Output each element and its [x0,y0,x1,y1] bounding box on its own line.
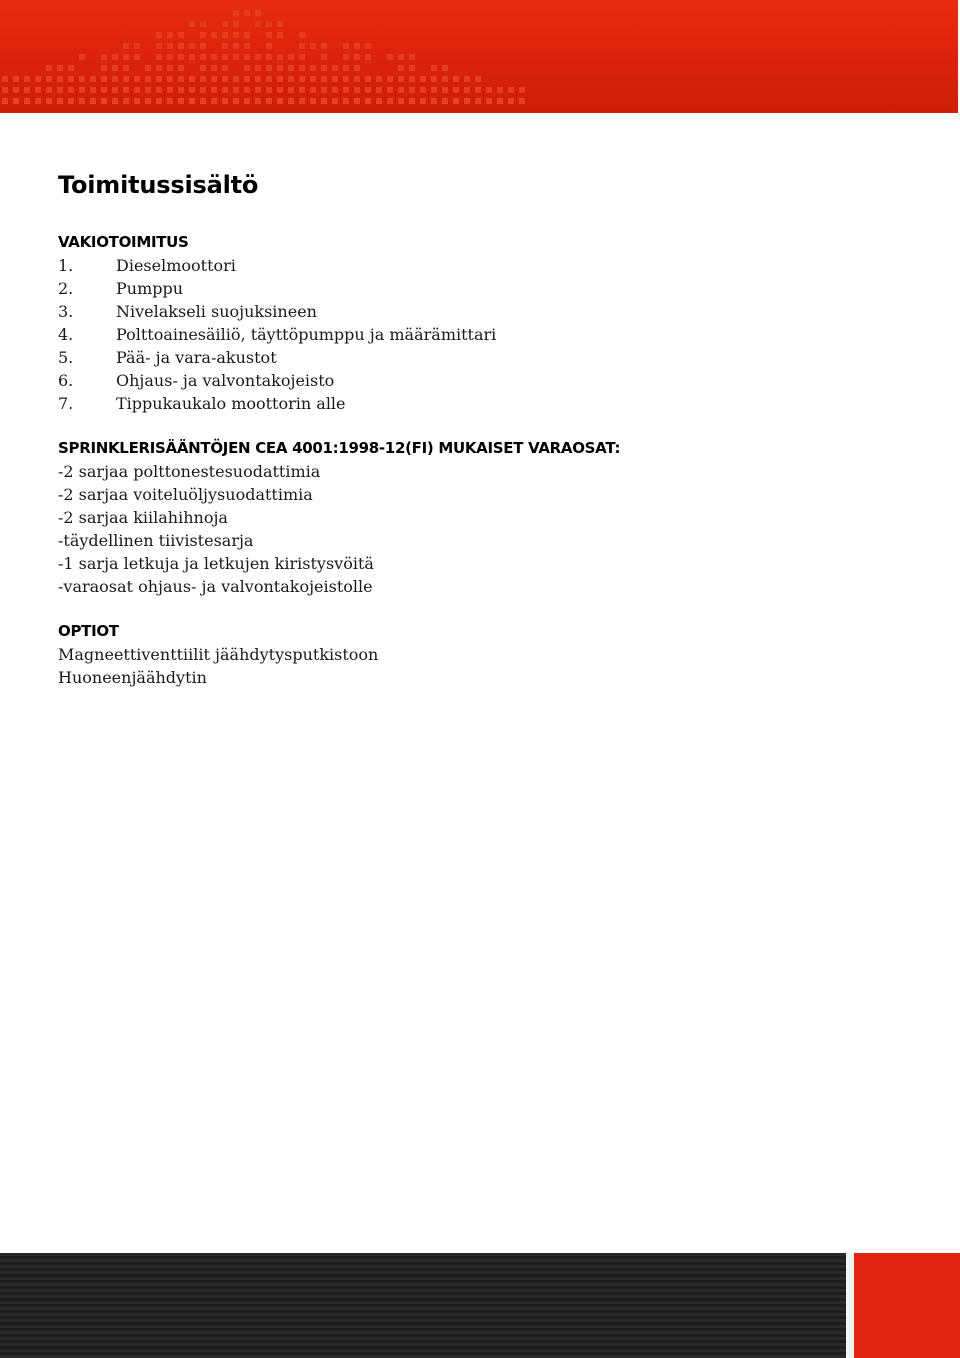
list-item: -1 sarja letkuja ja letkujen kiristysvöitä [58,554,374,573]
header-dot [244,32,250,38]
header-dot [233,98,239,104]
header-dot [178,43,184,49]
header-dot [134,76,140,82]
footer-band [0,1253,846,1358]
list-item: -täydellinen tiivistesarja [58,531,254,550]
header-dot [332,76,338,82]
header-dot [145,87,151,93]
header-dot [35,87,41,93]
header-dot [200,32,206,38]
header-dot [453,76,459,82]
header-dot [310,87,316,93]
header-dot [497,87,503,93]
header-dot [178,54,184,60]
header-dot [156,76,162,82]
header-dot [343,98,349,104]
header-dot [2,76,8,82]
list-item: 7. Tippukaukalo moottorin alle [58,394,346,413]
header-dot [431,98,437,104]
header-dot [255,10,261,16]
header-dot [222,43,228,49]
header-dot [277,87,283,93]
header-dot [112,65,118,71]
header-dot [46,87,52,93]
header-dot [200,54,206,60]
header-dot [68,98,74,104]
header-dot [233,54,239,60]
header-dot [398,54,404,60]
header-dot [475,87,481,93]
header-dot [299,98,305,104]
header-dot [123,54,129,60]
list-item: 1. Dieselmoottori [58,256,236,275]
header-dot [13,98,19,104]
header-dot [266,76,272,82]
list-item: -2 sarjaa voiteluöljysuodattimia [58,485,313,504]
header-dot [343,54,349,60]
header-dot [233,76,239,82]
header-dot [288,98,294,104]
header-dot [365,98,371,104]
header-dot [101,65,107,71]
header-dot [387,87,393,93]
header-dot [211,65,217,71]
header-dot [277,21,283,27]
header-dot [288,76,294,82]
header-dot-pattern [0,0,958,113]
header-dot [145,76,151,82]
header-dot [233,32,239,38]
header-dot [365,87,371,93]
header-dot [497,98,503,104]
header-dot [354,98,360,104]
header-dot [189,98,195,104]
header-dot [343,43,349,49]
header-dot [420,98,426,104]
header-dot [321,98,327,104]
header-dot [431,65,437,71]
header-dot [79,54,85,60]
header-dot [222,76,228,82]
header-dot [486,87,492,93]
header-dot [453,87,459,93]
header-dot [310,76,316,82]
header-dot [200,43,206,49]
header-dot [200,87,206,93]
header-dot [178,87,184,93]
header-dot [387,76,393,82]
header-dot [255,98,261,104]
header-dot [508,98,514,104]
header-dot [299,32,305,38]
header-dot [277,76,283,82]
header-dot [134,87,140,93]
header-dot [79,87,85,93]
header-dot [299,54,305,60]
list-item: Magneettiventtiilit jäähdytysputkistoon [58,645,379,664]
header-dot [255,76,261,82]
header-dot [420,76,426,82]
header-dot [387,54,393,60]
header-dot [255,21,261,27]
header-dot [167,98,173,104]
header-dot [310,65,316,71]
header-dot [464,98,470,104]
header-dot [222,98,228,104]
header-dot [156,43,162,49]
header-dot [321,43,327,49]
header-dot [299,65,305,71]
header-dot [13,87,19,93]
header-dot [266,54,272,60]
header-dot [222,32,228,38]
header-dot [24,87,30,93]
header-dot [266,87,272,93]
header-dot [123,65,129,71]
header-dot [409,98,415,104]
header-dot [167,87,173,93]
section-heading-standard-delivery: VAKIOTOIMITUS [58,233,189,251]
header-dot [178,32,184,38]
header-dot [222,65,228,71]
header-dot [156,87,162,93]
header-dot [189,76,195,82]
header-dot [431,76,437,82]
header-dot [321,54,327,60]
header-dot [13,76,19,82]
list-item: -2 sarjaa kiilahihnoja [58,508,228,527]
header-dot [200,65,206,71]
header-dot [321,87,327,93]
list-item: 6. Ohjaus- ja valvontakojeisto [58,371,335,390]
header-dot [178,98,184,104]
header-dot [178,76,184,82]
header-dot [343,65,349,71]
header-dot [101,87,107,93]
header-dot [145,98,151,104]
header-dot [156,98,162,104]
header-dot [486,98,492,104]
header-dot [365,76,371,82]
header-dot [156,32,162,38]
header-dot [68,76,74,82]
header-dot [321,76,327,82]
list-item: 4. Polttoainesäiliö, täyttöpumppu ja määrämittari [58,325,497,344]
list-item: -2 sarjaa polttonestesuodattimia [58,462,321,481]
header-dot [343,87,349,93]
footer-accent-block [854,1253,960,1358]
header-dot [288,65,294,71]
header-dot [266,32,272,38]
header-dot [332,98,338,104]
header-dot [145,65,151,71]
header-dot [398,98,404,104]
header-dot [233,21,239,27]
header-dot [266,65,272,71]
header-dot [233,43,239,49]
header-dot [211,98,217,104]
section-heading-options: OPTIOT [58,622,119,640]
header-dot [354,87,360,93]
header-dot [167,43,173,49]
header-dot [35,76,41,82]
header-dot [244,65,250,71]
header-dot [288,87,294,93]
header-dot [101,76,107,82]
header-dot [156,54,162,60]
header-dot [134,54,140,60]
header-dot [200,21,206,27]
header-dot [189,87,195,93]
document-body [58,168,918,689]
header-dot [398,65,404,71]
header-dot [266,43,272,49]
header-dot [310,43,316,49]
header-dot [233,87,239,93]
header-dot [57,98,63,104]
header-dot [46,65,52,71]
header-dot [123,43,129,49]
header-dot [409,87,415,93]
header-dot [134,98,140,104]
header-dot [508,87,514,93]
header-dot [310,98,316,104]
header-dot [255,87,261,93]
header-dot [277,54,283,60]
header-dot [112,87,118,93]
header-dot [200,76,206,82]
header-dot [409,54,415,60]
header-dot [233,10,239,16]
header-dot [343,76,349,82]
header-dot [420,87,426,93]
header-dot [134,43,140,49]
header-dot [90,98,96,104]
header-dot [431,87,437,93]
header-dot [57,87,63,93]
header-dot [376,98,382,104]
header-dot [277,32,283,38]
header-dot [299,87,305,93]
list-item: Huoneenjäähdytin [58,668,207,687]
header-dot [68,65,74,71]
header-dot [24,98,30,104]
header-dot [68,87,74,93]
header-dot [266,98,272,104]
header-dot [255,65,261,71]
page-title: Toimitussisältö [58,171,259,199]
header-dot [244,76,250,82]
header-dot [211,87,217,93]
header-dot [365,54,371,60]
header-dot [464,87,470,93]
header-dot [464,76,470,82]
header-dot [112,98,118,104]
header-dot [519,87,525,93]
header-dot [519,98,525,104]
header-dot [442,98,448,104]
header-dot [123,98,129,104]
header-dot [277,98,283,104]
list-item: 3. Nivelakseli suojuksineen [58,302,317,321]
header-dot [376,87,382,93]
header-dot [211,32,217,38]
header-dot [453,98,459,104]
header-dot [90,76,96,82]
header-dot [2,87,8,93]
header-dot [332,87,338,93]
header-dot [57,65,63,71]
header-dot [189,54,195,60]
header-dot [189,43,195,49]
header-dot [123,87,129,93]
header-dot [167,32,173,38]
header-dot [79,98,85,104]
header-dot [101,98,107,104]
header-dot [244,54,250,60]
header-dot [167,54,173,60]
header-dot [211,76,217,82]
header-dot [354,76,360,82]
header-dot [288,54,294,60]
header-dot [365,43,371,49]
header-dot [409,76,415,82]
header-dot [398,76,404,82]
header-dot [24,76,30,82]
header-dot [398,87,404,93]
header-dot [299,43,305,49]
header-dot [156,65,162,71]
header-dot [442,76,448,82]
header-dot [387,98,393,104]
header-dot [321,65,327,71]
header-dot [222,87,228,93]
header-dot [167,76,173,82]
header-dot [90,87,96,93]
standard-delivery-section [58,231,918,415]
header-dot [79,76,85,82]
footer-separator [846,1253,854,1358]
header-dot [266,21,272,27]
header-dot [354,65,360,71]
header-dot [112,54,118,60]
header-dot [46,98,52,104]
header-dot [354,43,360,49]
section-heading-spare-parts: SPRINKLERISÄÄNTÖJEN CEA 4001:1998-12(FI) MUKAISET VARAOSAT: [58,439,621,457]
header-dot [442,65,448,71]
header-dot [244,98,250,104]
header-dot [2,98,8,104]
options-section [58,620,918,689]
header-dot [255,54,261,60]
list-item: -varaosat ohjaus- ja valvontakojeistolle [58,577,373,596]
header-dot [189,21,195,27]
header-dot [222,54,228,60]
header-dot [35,98,41,104]
header-dot [244,87,250,93]
header-dot [244,43,250,49]
header-dot [123,76,129,82]
header-dot [178,65,184,71]
header-dot [442,87,448,93]
header-dot [409,65,415,71]
header-dot [222,21,228,27]
header-dot [57,76,63,82]
header-dot [354,54,360,60]
standard-delivery-list [58,254,918,415]
header-dot [167,65,173,71]
header-dot [200,98,206,104]
header-dot [101,54,107,60]
header-dot [244,10,250,16]
header-dot [475,76,481,82]
list-item: 2. Pumppu [58,279,184,298]
header-dot [332,65,338,71]
header-band [0,0,958,113]
list-item: 5. Pää- ja vara-akustot [58,348,277,367]
header-dot [475,98,481,104]
header-dot [277,65,283,71]
header-dot [211,54,217,60]
spare-parts-section [58,437,918,598]
header-dot [376,76,382,82]
header-dot [299,76,305,82]
header-dot [46,76,52,82]
header-dot [112,76,118,82]
